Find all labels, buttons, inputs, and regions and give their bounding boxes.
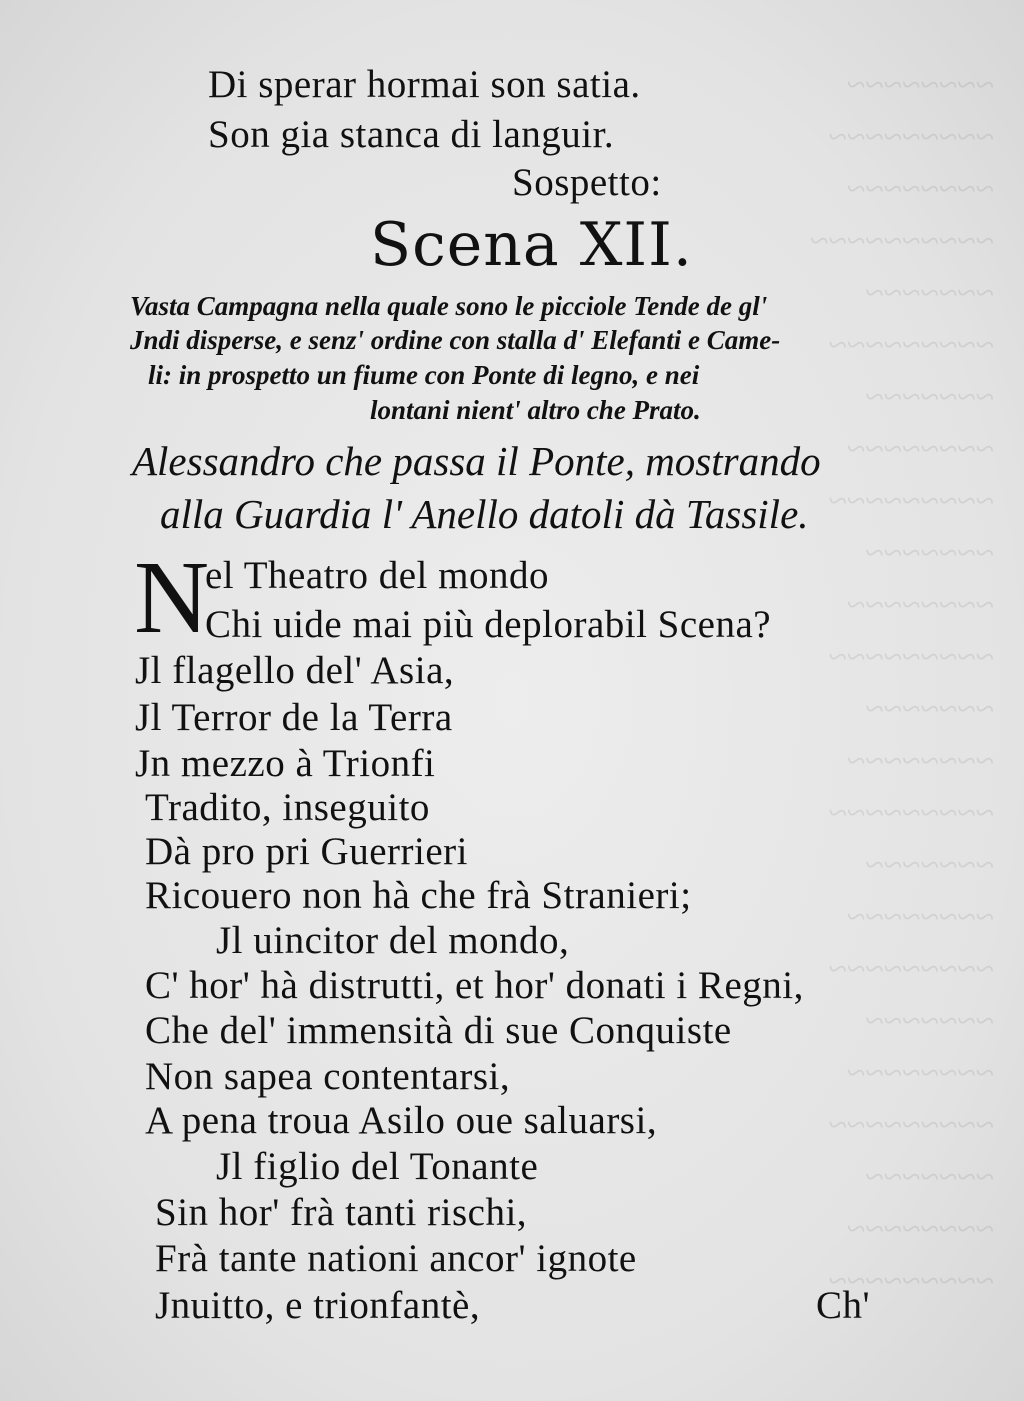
- verse-line: C' hor' hà distrutti, et hor' donati i Regni,: [145, 964, 804, 1007]
- verse-line: Jl figlio del Tonante: [216, 1145, 539, 1188]
- verse-line: A pena troua Asilo oue saluarsi,: [145, 1099, 658, 1142]
- verse-line-top-2: Son gia stanca di languir.: [208, 113, 615, 156]
- verse-line-top-1: Di sperar hormai son satia.: [208, 63, 641, 106]
- verse-line: Che del' immensità di sue Conquiste: [145, 1009, 732, 1052]
- verse-line: Non sapea contentarsi,: [145, 1055, 511, 1098]
- verse-line: Chi uide mai più deplorabil Scena?: [205, 603, 772, 646]
- catchword: Ch': [816, 1284, 871, 1327]
- verse-line: Jnuitto, e trionfantè,: [155, 1284, 481, 1327]
- stage-direction-line-2: Jndi disperse, e senz' ordine con stalla d' Elefanti e Came-: [130, 325, 781, 355]
- verse-line: Tradito, inseguito: [145, 786, 430, 829]
- character-name: Sospetto:: [512, 161, 662, 204]
- stage-direction-line-4: lontani nient' altro che Prato.: [370, 395, 701, 425]
- bleed-through-text: ~~~~~~~~ ~~~~~~~~~ ~~~~~~~~ ~~~~~~~~~~ ~~~~~~~ ~~~~~~~~~ ~~~~~~~ ~~~~~~~~ ~~~~~~~~~ ~~~~~~~ ~~~~~~~~ ~~~~~~~~~ ~~~~~~~ ~~~~~~~~ ~~~~~~~~~ ~~~~~~~ ~~~~~~~~ ~~~~~~~~~ ~~~~~~~ ~~~~~~~~ ~~~~~~~~~ ~~~~~~~ ~~~~~~~~ ~~~~~~~~~: [810, 67, 994, 1300]
- verse-line: Dà pro pri Guerrieri: [145, 830, 468, 873]
- verse-line: Sin hor' frà tanti rischi,: [155, 1191, 528, 1234]
- verse-line: Frà tante nationi ancor' ignote: [155, 1237, 637, 1280]
- stage-direction-line-1: Vasta Campagna nella quale sono le picciole Tende de gl': [130, 291, 768, 321]
- drop-cap: N: [134, 540, 210, 655]
- stage-direction-line-3: li: in prospetto un fiume con Ponte di legno, e nei: [148, 360, 700, 390]
- scene-title: Scena XII.: [370, 210, 693, 280]
- verse-line: Jn mezzo à Trionfi: [135, 742, 436, 785]
- verse-line: Ricouero non hà che frà Stranieri;: [145, 874, 692, 917]
- action-line-1: Alessandro che passa il Ponte, mostrando: [132, 438, 821, 484]
- action-line-2: alla Guardia l' Anello datoli dà Tassile.: [160, 491, 809, 537]
- verse-line: Jl Terror de la Terra: [135, 696, 453, 739]
- verse-line: el Theatro del mondo: [205, 554, 549, 597]
- verse-line: Jl flagello del' Asia,: [135, 649, 455, 692]
- verse-line: Jl uincitor del mondo,: [216, 919, 570, 962]
